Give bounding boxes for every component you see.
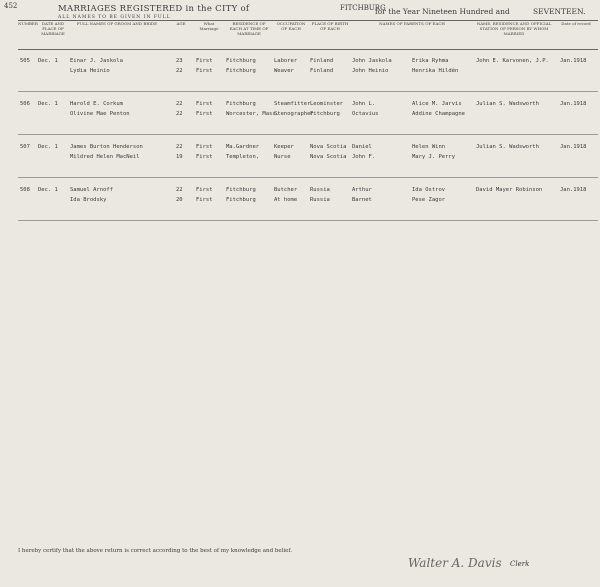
cell-pb2: Fitchburg xyxy=(310,111,340,117)
header-residence: RESIDENCE OF EACH AT TIME OF MARRIAGE xyxy=(229,21,269,36)
header-officiant: NAME, RESIDENCE AND OFFICIAL STATION OF PERSON BY WHOM MARRIED xyxy=(476,21,552,36)
cell-res1: Fitchburg xyxy=(226,58,256,64)
cell-bride: Lydia Heinio xyxy=(70,68,110,74)
cell-m_1: Helen Winn xyxy=(412,144,446,150)
cell-f1: Arthur xyxy=(352,187,372,193)
cell-pb1: Russia xyxy=(310,187,330,193)
year-value: SEVENTEEN. xyxy=(533,7,586,16)
cell-occ1: Keeper xyxy=(274,144,294,150)
all-names-note: ALL NAMES TO BE GIVEN IN FULL xyxy=(58,15,171,20)
row-divider xyxy=(18,177,598,178)
cell-pb1: Finland xyxy=(310,58,334,64)
cell-occ2: Nurse xyxy=(274,154,291,160)
cell-off: John E. Karvonen, J.P. xyxy=(476,58,549,64)
cell-m2: First xyxy=(196,154,213,160)
cell-occ1: Butcher xyxy=(274,187,298,193)
cell-off: Julian S. Wadsworth xyxy=(476,101,539,107)
cell-rec: Jan.1918 xyxy=(560,58,587,64)
cell-date: Dec. 1 xyxy=(38,101,58,107)
cell-m2: First xyxy=(196,111,213,117)
header-date-of-record: Date of record xyxy=(561,21,591,26)
cell-age1: 22 xyxy=(176,101,183,107)
cell-f2: John F. xyxy=(352,154,376,160)
cell-m1: First xyxy=(196,101,213,107)
cell-m_1: Ida Ostrov xyxy=(412,187,446,193)
header-what-marriage: What Marriage xyxy=(199,21,219,31)
cell-occ1: Steamfitter xyxy=(274,101,311,107)
cell-date: Dec. 1 xyxy=(38,187,58,193)
header-occupation: OCCUPATION OF EACH xyxy=(276,21,306,31)
cell-m1: First xyxy=(196,58,213,64)
cell-date: Dec. 1 xyxy=(38,144,58,150)
cell-bride: Mildred Helen MacNeil xyxy=(70,154,140,160)
cell-res2: Fitchburg xyxy=(226,68,256,74)
cell-res1: Fitchburg xyxy=(226,187,256,193)
cell-res2: Templeton, xyxy=(226,154,260,160)
cell-age2: 20 xyxy=(176,197,183,203)
clerk-label: Clerk xyxy=(510,560,530,568)
header-birthplace: PLACE OF BIRTH OF EACH xyxy=(311,21,349,31)
cell-groom: James Burton Henderson xyxy=(70,144,143,150)
cell-m_1: Alice M. Jarvis xyxy=(412,101,462,107)
cell-m1: First xyxy=(196,144,213,150)
cell-date: Dec. 1 xyxy=(38,58,58,64)
cell-res2: Fitchburg xyxy=(226,197,256,203)
cell-f1: Daniel xyxy=(352,144,372,150)
cell-m_1: Erika Ryhma xyxy=(412,58,449,64)
cell-age1: 23 xyxy=(176,58,183,64)
cell-bride: Olivine Mae Penton xyxy=(70,111,130,117)
header-age: AGE xyxy=(176,21,186,26)
cell-bride: Ida Brodsky xyxy=(70,197,107,203)
cell-occ2: Weaver xyxy=(274,68,294,74)
row-divider xyxy=(18,134,598,135)
cell-m_2: Pese Zagor xyxy=(412,197,446,203)
cell-res1: Ma.Gardner xyxy=(226,144,260,150)
cell-pb1: Nova Scotia xyxy=(310,144,347,150)
cell-age1: 22 xyxy=(176,144,183,150)
cell-pb2: Finland xyxy=(310,68,334,74)
cell-rec: Jan.1918 xyxy=(560,144,587,150)
cell-m2: First xyxy=(196,197,213,203)
cell-f2: Barnet xyxy=(352,197,372,203)
cell-off: Julian S. Wadsworth xyxy=(476,144,539,150)
header-names: FULL NAMES OF GROOM AND BRIDE xyxy=(76,21,158,26)
cell-num: 507 xyxy=(20,144,30,150)
cell-rec: Jan.1918 xyxy=(560,101,587,107)
cell-rec: Jan.1918 xyxy=(560,187,587,193)
cell-num: 505 xyxy=(20,58,30,64)
place-name: FITCHBURG xyxy=(340,4,386,12)
cell-age2: 22 xyxy=(176,111,183,117)
cell-pb2: Nova Scotia xyxy=(310,154,347,160)
cell-res2: Worcester, Mass. xyxy=(226,111,279,117)
certification-text: I hereby certify that the above return is correct according to the best of my knowledge and belief. xyxy=(18,548,292,554)
cell-m_2: Henrika Hildén xyxy=(412,68,459,74)
header-date: DATE AND PLACE OF MARRIAGE xyxy=(41,21,65,36)
cell-groom: Samuel Arnoff xyxy=(70,187,114,193)
cell-f2: Octavius xyxy=(352,111,379,117)
cell-occ2: At home xyxy=(274,197,298,203)
cell-m_2: Mary J. Perry xyxy=(412,154,456,160)
cell-pb2: Russia xyxy=(310,197,330,203)
cell-groom: Harold E. Corkum xyxy=(70,101,123,107)
cell-pb1: Leominster xyxy=(310,101,344,107)
cell-off: David Mayer Robinson xyxy=(476,187,543,193)
row-divider xyxy=(18,91,598,92)
cell-res1: Fitchburg xyxy=(226,101,256,107)
page-title: MARRIAGES REGISTERED in the CITY of xyxy=(58,4,250,14)
row-divider xyxy=(18,220,598,221)
cell-num: 508 xyxy=(20,187,30,193)
cell-num: 506 xyxy=(20,101,30,107)
cell-f1: John Jaskola xyxy=(352,58,392,64)
cell-f2: John Heinio xyxy=(352,68,389,74)
cell-f1: John L. xyxy=(352,101,376,107)
page-number: 452 xyxy=(4,2,18,10)
clerk-signature: Walter A. Davis xyxy=(408,556,502,570)
header-number: NUMBER xyxy=(18,21,38,26)
cell-m_2: Addine Champagne xyxy=(412,111,465,117)
cell-age2: 22 xyxy=(176,68,183,74)
cell-occ2: Stenographer xyxy=(274,111,314,117)
cell-m2: First xyxy=(196,68,213,74)
cell-occ1: Laborer xyxy=(274,58,298,64)
year-label: for the Year Nineteen Hundred and xyxy=(375,7,510,16)
header-parents: NAMES OF PARENTS OF EACH xyxy=(379,21,445,26)
cell-groom: Einar J. Jaskola xyxy=(70,58,123,64)
cell-age2: 19 xyxy=(176,154,183,160)
cell-m1: First xyxy=(196,187,213,193)
cell-age1: 22 xyxy=(176,187,183,193)
